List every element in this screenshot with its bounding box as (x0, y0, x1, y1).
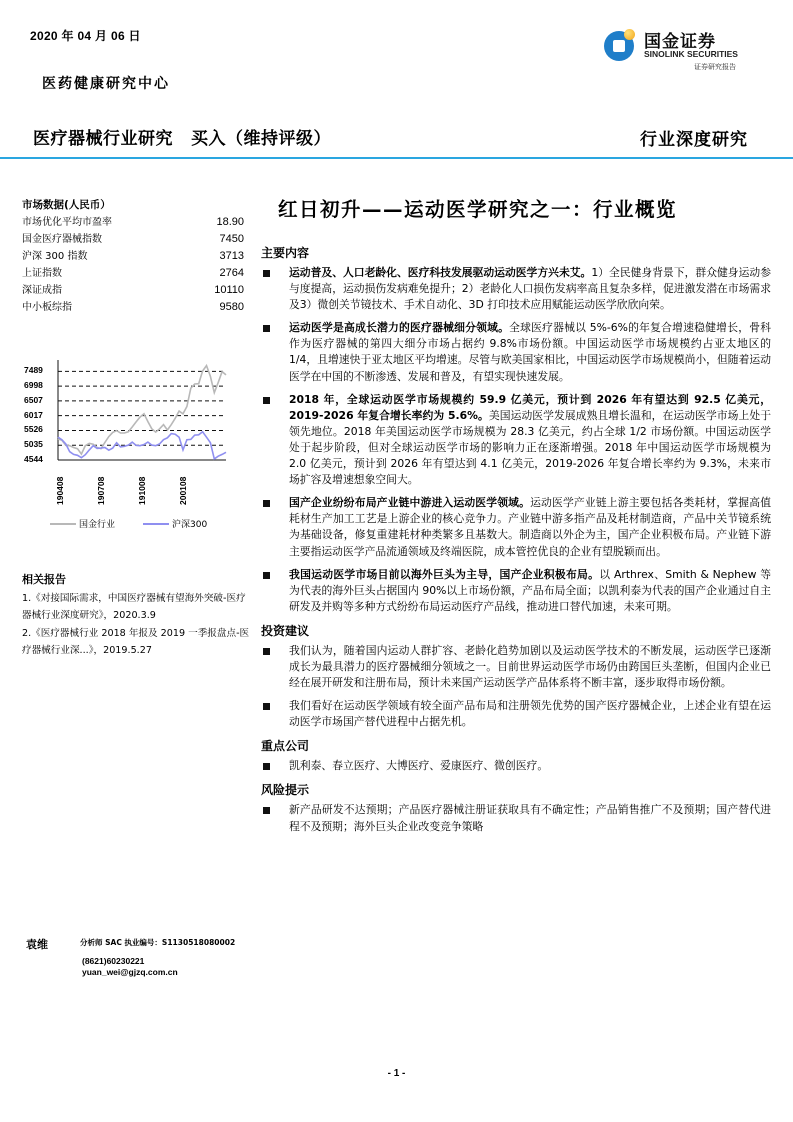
market-data-label: 上证指数 (22, 268, 62, 279)
logo-name-cn: 国金证券 (644, 32, 716, 52)
market-data-label: 沪深 300 指数 (22, 251, 88, 262)
index-chart (18, 355, 233, 545)
market-data-label: 中小板综指 (22, 302, 72, 313)
market-data-row (22, 248, 244, 265)
section-heading-risks: 风险提示 (261, 783, 310, 798)
market-data-panel (22, 197, 244, 316)
bullet-square-icon (263, 572, 270, 579)
y-axis-tick-label: 4544 (24, 454, 43, 464)
bullet-square-icon (263, 500, 270, 507)
analyst-phone: (8621)60230221 (82, 956, 145, 966)
bullet-text: 以 Arthrex、Smith & Nephew 等为代表的海外巨头占据国内 90%以上市场份额，产品布局全面；以凯利泰为代表的国产企业通过自主研发及并购等多种方式纷纷布局运动医疗产品线，推动进口替代加速，未来可期。 (289, 567, 771, 613)
section-heading-key-companies: 重点公司 (261, 739, 310, 754)
company-logo (604, 27, 754, 75)
legend-item-industry (50, 517, 115, 530)
bullet-item (261, 567, 771, 615)
x-axis-tick-label: 190408 (55, 476, 65, 505)
bullet-headline: 我国运动医学市场目前以海外巨头为主导，国产企业积极布局。 (289, 567, 600, 581)
y-axis-tick-label: 6507 (24, 394, 43, 405)
bullet-item (261, 265, 771, 313)
analyst-certification: 分析师 SAC 执业编号：S1130518080002 (80, 938, 236, 947)
bullet-text: 全球医疗器械以 5%-6%的年复合增速稳健增长，骨科作为医疗器械的第四大细分市场占据约 9.8%市场份额。中国运动医学市场规模约占亚太地区的 1/4，且增速快于亚太地区平均增速。尽管与欧美国家相比，中国运动医学市场规模尚小，但随着运动医学在中国的不断渗透、发展和普及，有望实现快速发展。 (289, 321, 771, 383)
bullet-text: 我们看好在运动医学领域有较全面产品布局和注册领先优势的国产医疗器械企业，上述企业有望在运动医学市场国产替代进程中占据先机。 (289, 699, 771, 729)
market-data-row (22, 231, 244, 248)
bullet-square-icon (263, 807, 270, 814)
logo-subtitle: 证券研究报告 (694, 63, 736, 71)
related-reports (22, 571, 254, 660)
analyst-name: 袁维 (26, 938, 48, 951)
bullet-item (261, 495, 771, 559)
related-report-link[interactable]: 1.《对接国际需求，中国医疗器械有望海外突破-医疗器械行业深度研究》，2020.3.9 (22, 593, 246, 621)
bullet-square-icon (263, 270, 270, 277)
market-data-label: 深证成指 (22, 285, 62, 296)
bullet-headline: 2018 年，全球运动医学市场规模约 59.9 亿美元，预计到 2026 年有望达到 92.5 亿美元，2019-2026 年复合增长率约为 5.6%。 (289, 392, 771, 422)
section-heading-key-content: 主要内容 (261, 246, 310, 260)
bullet-item (261, 758, 771, 774)
analyst-email[interactable]: yuan_wei@gjzq.com.cn (82, 967, 178, 977)
bullet-text: 美国运动医学发展成熟且增长温和，在运动医学市场上处于领先地位。2018 年美国运动医学市场规模为 28.3 亿美元，约占全球 1/2 市场份额。中国运动医学处于起步阶段，但对全球运动医学市场的影响力正在逐渐增强。2018 年中国运动医学市场规模为 2.0 亿美元，预计到 2026 年有望达到 4.1 亿美元，2019-2026 年复合增长率约为 9.3%，未来市场扩容及增速想象空间大。 (289, 408, 772, 487)
bullet-text: 凯利泰、春立医疗、大博医疗、爱康医疗、微创医疗。 (289, 759, 549, 773)
bullet-headline: 运动普及、人口老龄化、医疗科技发展驱动运动医学方兴未艾。 (289, 266, 592, 279)
bullet-square-icon (263, 763, 270, 770)
market-data-label: 国金医疗器械指数 (22, 234, 102, 245)
bullet-item (261, 392, 771, 489)
market-data-label: 市场优化平均市盈率 (22, 217, 112, 228)
legend-line-blue (143, 523, 169, 525)
report-type: 行业深度研究 (640, 130, 748, 150)
main-content (261, 244, 771, 842)
market-data-row (22, 265, 244, 282)
market-data-value: 18.90 (216, 216, 244, 228)
bullet-text: 新产品研发不达预期；产品医疗器械注册证获取具有不确定性；产品销售推广不及预期；国产替代进程不及预期；海外巨头企业改变竞争策略 (289, 803, 771, 833)
bullet-item (261, 698, 771, 730)
x-axis-tick-label: 191008 (137, 476, 147, 505)
market-data-value: 9580 (219, 301, 244, 313)
legend-item-hs300 (143, 517, 207, 530)
bullet-item (261, 643, 771, 691)
industry-label: 医疗器械行业研究 (33, 129, 173, 149)
report-title: 红日初升——运动医学研究之一：行业概览 (278, 198, 678, 221)
y-axis-tick-label: 7489 (24, 365, 43, 376)
bullet-headline: 运动医学是高成长潜力的医疗器械细分领域。 (289, 321, 510, 335)
bullet-square-icon (263, 648, 270, 655)
market-data-value: 7450 (219, 233, 244, 245)
market-data-value: 3713 (219, 250, 244, 262)
page-number: - 1 - (387, 1068, 406, 1079)
logo-name-en: SINOLINK SECURITIES (644, 49, 738, 59)
legend-label: 沪深300 (172, 520, 208, 530)
related-reports-title: 相关报告 (22, 573, 66, 586)
x-axis-tick-label: 200108 (178, 476, 188, 505)
legend-line-gray (50, 523, 76, 525)
report-date: 2020 年 04 月 06 日 (30, 29, 141, 43)
rating-label: 买入（维持评级） (191, 129, 331, 149)
bullet-square-icon (263, 325, 270, 332)
market-data-value: 2764 (219, 267, 244, 279)
bullet-square-icon (263, 703, 270, 710)
market-data-row (22, 299, 244, 316)
y-axis-tick-label: 6017 (24, 409, 43, 420)
bullet-text: 1）全民健身背景下，群众健身运动参与度提高，运动损伤发病难免提升；2）老龄化人口损伤发病率高且复杂多样，促进激发潜在市场需求及3）微创关节镜技术、手术自动化、3D 打印技术应用赋能运动医学欣欣向荣。 (289, 266, 771, 312)
bullet-headline: 国产企业纷纷布局产业链中游进入运动医学领域。 (289, 496, 531, 510)
legend-label: 国金行业 (79, 520, 116, 530)
related-report-link[interactable]: 2.《医疗器械行业 2018 年报及 2019 一季报盘点-医疗器械行业深...》，2019.5.27 (22, 628, 250, 656)
y-axis-tick-label: 5035 (24, 439, 43, 450)
bullet-text: 我们认为，随着国内运动人群扩容、老龄化趋势加剧以及运动医学技术的不断发展，运动医学已逐渐成长为最具潜力的医疗器械细分领域之一。目前世界运动医学市场仍由跨国巨头垄断，但国内企业已经在展开研发和注册布局，预计未来国产运动医学产品体系将不断丰富，逐步取得市场份额。 (289, 643, 771, 690)
line-chart-plot (18, 355, 233, 485)
market-data-row (22, 214, 244, 231)
section-heading-investment: 投资建议 (261, 623, 310, 638)
bullet-square-icon (263, 397, 270, 404)
industry-rating (33, 124, 331, 149)
bullet-item (261, 320, 771, 384)
market-data-value: 10110 (214, 284, 244, 296)
market-data-row (22, 282, 244, 299)
bullet-item (261, 802, 771, 834)
y-axis-tick-label: 5526 (24, 424, 43, 435)
market-data-title: 市场数据(人民币） (22, 199, 111, 211)
logo-dot-icon (624, 29, 635, 40)
bullet-text: 运动医学产业链上游主要包括各类耗材，掌握高值耗材生产加工工艺是上游企业的核心竞争力。产业链中游多指产品及耗材制造商，产品中关节镜系统为基础设备，修复重建耗材种类繁多且基数大。制造商以外企为主，国产企业积极布局。产业链下游主要指运动医学产品流通领域及终端医院，成本管控优良的企业有望脱颖而出。 (289, 496, 772, 558)
x-axis-tick-label: 190708 (96, 476, 106, 505)
department-name: 医药健康研究中心 (42, 76, 170, 92)
header-divider (0, 157, 793, 159)
y-axis-tick-label: 6998 (24, 380, 43, 391)
